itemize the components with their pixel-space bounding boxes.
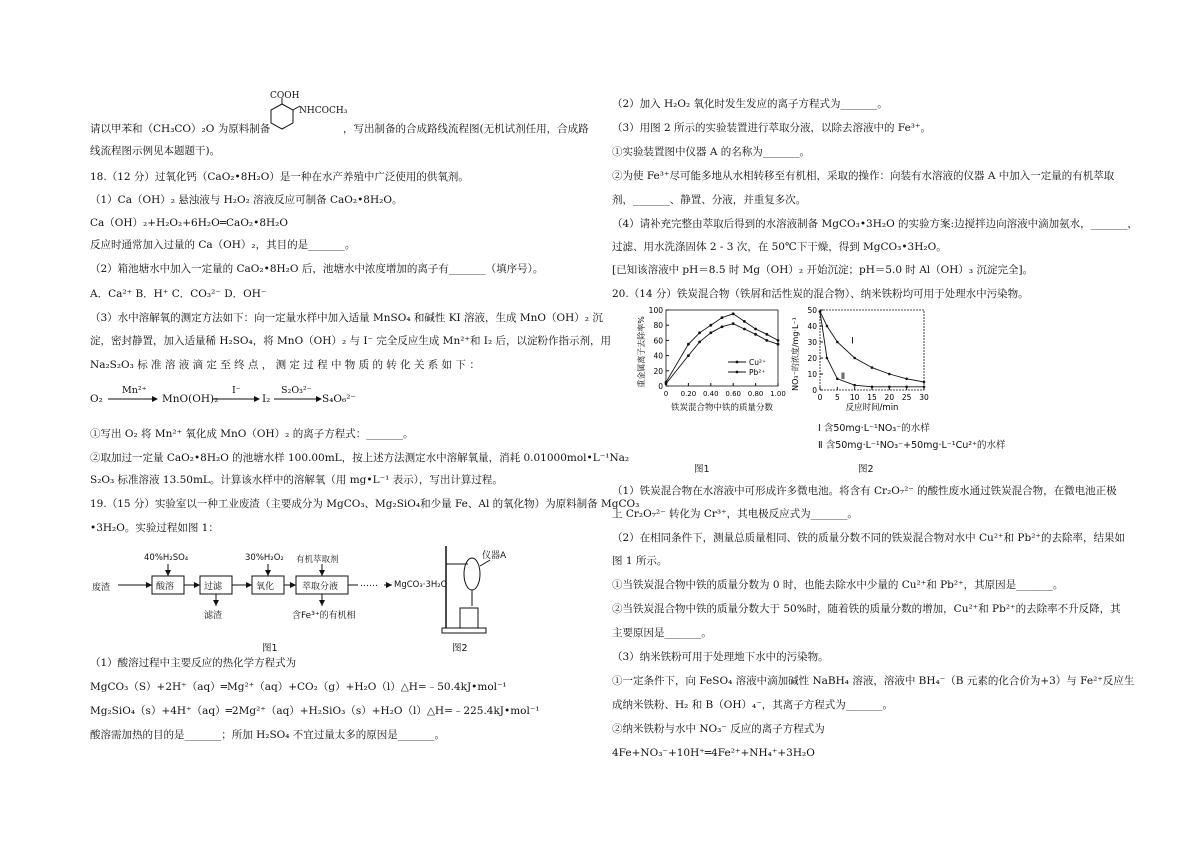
intro-line-1: 请以甲苯和（CH₃CO）₂O 为原料制备	[90, 123, 271, 135]
q18-part3e: ②取加过一定量 CaO₂•8H₂O 的池塘水样 100.00mL，按上述方法测定水中溶解氧量，消耗 0.01000mol•L⁻¹Na₂	[90, 452, 630, 464]
chart1-point	[698, 341, 701, 344]
chain-mnooh2: MnO(OH)₂	[162, 393, 219, 405]
struct-cooh: COOH	[270, 91, 300, 101]
flow-product: MgCO₃·3H₂O	[394, 580, 448, 590]
chart1-point	[732, 312, 735, 315]
chart1-legend-label: Pb²⁺	[749, 368, 766, 377]
chain-iodide: I⁻	[232, 385, 241, 396]
q19-part4: （4）请补充完整由萃取后得到的水溶液制备 MgCO₃•3H₂O 的实验方案:边搅拌边向溶液中滴加氨水，_______，	[612, 218, 1138, 230]
q18-part3f: S₂O₃ 标准溶液 13.50mL。计算该水样中的溶解氧（用 mg•L⁻¹ 表示），写出计算过程。	[90, 474, 503, 486]
q20-part2-b2: 主要原因是_______。	[612, 627, 712, 639]
chart1-xtick-label: 0.80	[747, 390, 764, 398]
chart2-xtick-label: 5	[834, 393, 840, 402]
q18-part3d: ①写出 O₂ 将 Mn²⁺ 氧化成 MnO（OH）₂ 的离子方程式：_______。	[90, 428, 414, 440]
q19-part3-a: ①实验装置图中仪器 A 的名称为_______。	[612, 146, 811, 158]
chart2-point	[826, 357, 829, 360]
chart2-point	[871, 366, 874, 369]
q18-options: A．Ca²⁺ B．H⁺ C．CO₃²⁻ D．OH⁻	[90, 288, 267, 300]
chart2-xlabel: 反应时间/min	[845, 403, 899, 412]
q19-part1: （1）酸溶过程中主要反应的热化学方程式为	[90, 657, 297, 669]
q18-part3b: 淀，密封静置，加入适量稀 H₂SO₄，将 MnO（OH）₂ 与 I⁻ 完全反应生成 Mn²⁺和 I₂ 后，以淀粉作指示剂，用	[90, 335, 611, 347]
intro-line-1b: ，写出制备的合成路线流程图(无机试剂任用，合成路	[343, 123, 589, 135]
chart1-ytick-label: 80	[653, 321, 663, 331]
chart1-point	[777, 343, 780, 346]
q19-known: [已知该溶液中 pH＝8.5 时 Mg（OH）₂ 开始沉淀；pH＝5.0 时 Al（OH）₃ 沉淀完全]。	[612, 264, 1034, 276]
chart2-ytick-label: 30	[807, 338, 817, 347]
flow-step-acid-dissolve: 酸溶	[156, 582, 175, 592]
q20-part2-b: ②当铁炭混合物中铁的质量分数大于 50%时，随着铁的质量分数的增加，Cu²⁺和 Pb²⁺的去除率不升反降，其	[612, 603, 1121, 615]
chart2-ytick-label: 40	[807, 322, 817, 331]
chart2-xtick-label: 15	[867, 393, 877, 402]
chart2-point	[888, 386, 891, 389]
q20-part3-a2: 成纳米铁粉、H₂ 和 B（OH）₄⁻，其离子方程式为_______。	[612, 699, 894, 711]
chart2-series-label-2: Ⅱ	[840, 371, 846, 382]
chart1-point	[743, 328, 746, 331]
q19-part3: （3）用图 2 所示的实验装置进行萃取分液，以除去溶液中的 Fe³⁺。	[612, 122, 932, 134]
chart2-series-line-1	[820, 312, 924, 387]
q19-part3-b2: 剂，_______、静置、分液，并重复多次。	[612, 194, 807, 206]
chart1-point	[687, 343, 690, 346]
chart1-legend-label: Cu²⁺	[749, 358, 766, 367]
chart1-point	[732, 322, 735, 325]
chart2-note-1: Ⅰ 含50mg·L⁻¹NO₃⁻的水样	[818, 423, 930, 434]
flow-dots: ……	[360, 579, 378, 589]
chain-i2: I₂	[262, 393, 271, 405]
flow-reagent-h2o2: 30%H₂O₂	[245, 553, 284, 563]
chart1-xtick-label: 0.40	[703, 390, 719, 398]
chart1-point	[709, 331, 712, 334]
q20-part2-a: ①当铁炭混合物中铁的质量分数为 0 时，也能去除水中少量的 Cu²⁺和 Pb²⁺，其原因是_______。	[612, 579, 1064, 591]
flow-step-oxidize: 氧化	[256, 582, 275, 592]
chart1-ytick-label: 60	[653, 336, 663, 346]
q18-part2: （2）箱池塘水中加入一定量的 CaO₂•8H₂O 后，池塘水中浓度增加的离子有_______（填序号）。	[90, 263, 544, 275]
q20-part1b: 上 Cr₂O₇²⁻ 转化为 Cr³⁺，其电极反应式为_______。	[612, 508, 858, 520]
q19-title-b: •3H₂O。实验过程如图 1：	[90, 522, 219, 534]
flow-residue: 滤渣	[204, 611, 223, 621]
q20-part3-a: ①一定条件下，向 FeSO₄ 溶液中滴加碱性 NaBH₄ 溶液，溶液中 BH₄⁻（B 元素的化合价为+3）与 Fe²⁺反应生	[612, 675, 1135, 687]
chart1-point	[709, 324, 712, 327]
flow-reagent-extractant: 有机萃取剂	[296, 555, 339, 565]
chart1-point	[765, 333, 768, 336]
figure-2-caption: 图2	[858, 464, 874, 475]
chain-s4o6: S₄O₆²⁻	[322, 393, 356, 405]
chain-mn2: Mn²⁺	[122, 385, 147, 396]
chart1-ytick-label: 100	[648, 306, 663, 315]
q20-part3: （3）纳米铁粉可用于处理地下水中的污染物。	[612, 651, 829, 663]
chart1-ytick-label: 0	[658, 382, 663, 391]
q18-part3c: Na₂S₂O₃ 标 准 溶 液 滴 定 至 终 点 ， 测 定 过 程 中 物 质 的 转 化 关 系 如 下 ：	[90, 359, 480, 371]
intro-line-2: 线流程图示例见本题题干)。	[90, 145, 221, 157]
chart2-ytick-label: 50	[807, 306, 817, 315]
chart2-xtick-label: 30	[919, 393, 929, 402]
q19-equation-1: MgCO₃（S）+2H⁺（aq）═Mg²⁺（aq）+CO₂（g）+H₂O（l）△H=﹣50.4kJ•mol⁻¹	[90, 681, 507, 693]
chart1-point	[698, 331, 701, 334]
q19-part2: （2）加入 H₂O₂ 氧化时发生发应的离子方程式为_______。	[612, 98, 888, 110]
chart2-point	[871, 386, 874, 389]
chart2-point	[905, 386, 908, 389]
chart1-xtick-label: 0	[663, 390, 669, 398]
flow-reagent-h2so4: 40%H₂SO₄	[144, 553, 189, 563]
chart2-point	[888, 373, 891, 376]
struct-nhcoch3: NHCOCH₃	[299, 106, 348, 116]
removal-rate-chart	[636, 304, 786, 426]
chart1-xtick-label: 1.00	[770, 390, 786, 398]
chart2-point	[853, 384, 856, 387]
chart2-frame	[820, 310, 924, 390]
q18-title: 18.（12 分）过氧化钙（CaO₂•8H₂O）是一种在水产养殖中广泛使用的供氧剂。	[90, 171, 469, 183]
q20-part1: （1）铁炭混合物在水溶液中可形成许多微电池。将含有 Cr₂O₇²⁻ 的酸性废水通过铁炭混合物，在微电池正极	[612, 485, 1117, 497]
q19-title: 19.（15 分）实验室以一种工业废渣（主要成分为 MgCO₃、Mg₂SiO₄和少量 Fe、Al 的氧化物）为原料制备 MgCO₃	[90, 498, 640, 510]
chart1-point	[721, 325, 724, 328]
chart1-point	[743, 320, 746, 323]
q18-part1: （1）Ca（OH）₂ 悬浊液与 H₂O₂ 溶液反应可制备 CaO₂•8H₂O。	[90, 194, 403, 206]
chart2-point	[923, 386, 926, 389]
chart2-point	[853, 357, 856, 360]
flow-figure-1-caption: 图1	[262, 643, 278, 654]
apparatus-label-a: 仪器A	[482, 551, 507, 561]
chart2-ytick-label: 10	[807, 370, 817, 379]
chart1-xtick-label: 0.60	[725, 390, 741, 398]
chart2-point	[826, 325, 829, 328]
flow-organic-phase: 含Fe³⁺的有机相	[292, 611, 356, 621]
chain-s2o3: S₂O₃²⁻	[281, 385, 312, 396]
chain-o2: O₂	[90, 393, 103, 405]
q18-equation: Ca（OH）₂+H₂O₂+6H₂O═CaO₂•8H₂O	[90, 217, 288, 229]
q20-title: 20.（14 分）铁炭混合物（铁屑和活性炭的混合物）、纳米铁粉均可用于处理水中污染物。	[612, 288, 1029, 300]
chart1-point	[665, 382, 668, 385]
q18-part3: （3）水中溶解氧的测定方法如下：向一定量水样中加入适量 MnSO₄ 和碱性 KI 溶液，生成 MnO（OH）₂ 沉	[90, 312, 603, 324]
chart2-point	[819, 310, 822, 313]
chart1-point	[754, 333, 757, 336]
flow-step-filter: 过滤	[204, 582, 223, 592]
chart2-point	[836, 378, 839, 381]
chart1-point	[777, 339, 780, 342]
chart2-xtick-label: 0	[817, 393, 823, 402]
chart1-point	[721, 316, 724, 319]
chart1-ylabel: 重金属离子去除率%	[637, 316, 646, 388]
chart2-xtick-label: 10	[849, 393, 860, 402]
chart1-xlabel: 铁炭混合物中铁的质量分数	[670, 403, 774, 413]
chart2-series-label-1: Ⅰ	[851, 336, 854, 347]
q19-part1b: 酸溶需加热的目的是_______；所加 H₂SO₄ 不宜过量太多的原因是_______。	[90, 729, 446, 741]
chart2-point	[836, 341, 839, 344]
chart2-ylabel: NO₃⁻的浓度/mg·L⁻¹	[791, 317, 800, 391]
chart2-note-2: Ⅱ 含50mg·L⁻¹NO₃⁻+50mg·L⁻¹Cu²⁺的水样	[818, 440, 1006, 451]
chart1-legend-marker	[736, 371, 739, 374]
q20-part2: （2）在相同条件下，测量总质量相同、铁的质量分数不同的铁炭混合物对水中 Cu²⁺和 Pb²⁺的去除率，结果如	[612, 532, 1125, 544]
chart2-xtick-label: 25	[901, 393, 912, 402]
q20-equation: 4Fe+NO₃⁻+10H⁺═4Fe²⁺+NH₄⁺+3H₂O	[612, 747, 815, 759]
q19-equation-2: Mg₂SiO₄（s）+4H⁺（aq）═2Mg²⁺（aq）+H₂SiO₃（s）+H₂O（l）△H=﹣225.4kJ•mol⁻¹	[90, 705, 540, 717]
chart1-xtick-label: 0.20	[680, 390, 697, 398]
chart2-ytick-label: 0	[812, 386, 817, 395]
chart1-point	[765, 339, 768, 342]
chart2-point	[923, 381, 926, 384]
q18-part1b: 反应时通常加入过量的 Ca（OH）₂，其目的是_______。	[90, 239, 356, 251]
figure-1-caption: 图1	[694, 464, 710, 475]
q19-part4b: 过滤、用水洗涤固体 2 - 3 次，在 50℃下干燥，得到 MgCO₃•3H₂O。	[612, 241, 947, 253]
nitrate-concentration-chart	[790, 304, 930, 412]
chart2-ytick-label: 20	[807, 354, 817, 363]
chart1-legend-marker	[736, 361, 739, 364]
q19-part3-b: ②为使 Fe³⁺尽可能多地从水相转移至有机相，采取的操作：向装有水溶液的仪器 A 中加入一定量的有机萃取	[612, 170, 1115, 182]
chart2-series-line-0	[820, 312, 924, 382]
chart2-xtick-label: 20	[884, 393, 895, 402]
chart1-point	[754, 328, 757, 331]
q20-part2b: 图 1 所示。	[612, 555, 668, 567]
flow-start-waste: 废渣	[92, 583, 111, 593]
chart1-ytick-label: 20	[653, 366, 663, 376]
chart1-ytick-label: 40	[653, 351, 663, 361]
chart1-point	[687, 354, 690, 357]
flow-figure-2-caption: 图2	[452, 643, 468, 654]
q20-part3-b: ②纳米铁粉与水中 NO₃⁻ 反应的离子方程式为	[612, 723, 825, 735]
chart2-point	[905, 378, 908, 381]
flow-step-extract: 萃取分液	[302, 582, 339, 592]
